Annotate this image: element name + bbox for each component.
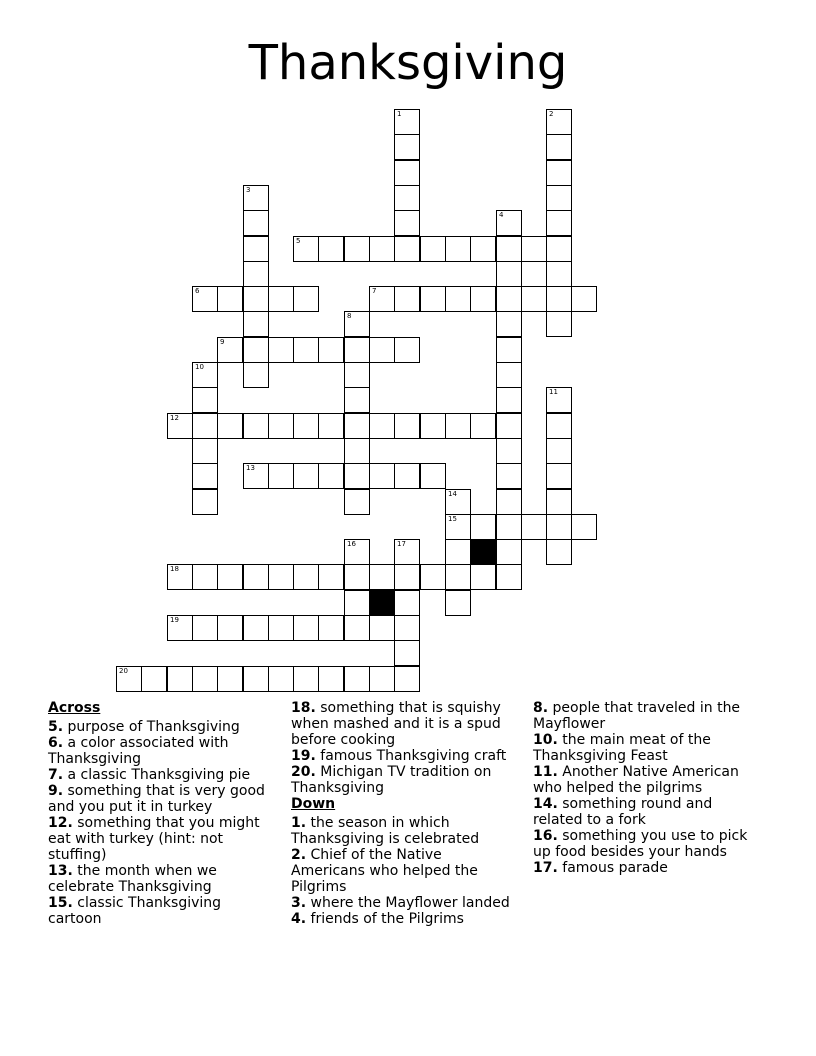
grid-cell[interactable]	[470, 564, 496, 590]
grid-cell[interactable]	[420, 286, 446, 312]
grid-cell[interactable]	[420, 463, 446, 489]
grid-cell[interactable]	[344, 489, 370, 515]
grid-cell[interactable]	[293, 413, 319, 439]
grid-cell[interactable]	[546, 261, 572, 287]
grid-cell[interactable]	[344, 311, 370, 337]
grid-cell[interactable]	[394, 640, 420, 666]
clue-across	[291, 748, 519, 764]
grid-cell[interactable]	[243, 564, 269, 590]
clue-column-2	[291, 700, 519, 927]
grid-cell[interactable]	[546, 160, 572, 186]
grid-cell[interactable]	[496, 514, 522, 540]
grid-cell[interactable]	[394, 463, 420, 489]
grid-cell[interactable]	[268, 413, 294, 439]
grid-cell[interactable]	[243, 185, 269, 211]
clue-number: 2	[549, 110, 554, 118]
grid-cell[interactable]	[394, 413, 420, 439]
grid-cell[interactable]	[268, 666, 294, 692]
grid-cell[interactable]	[217, 564, 243, 590]
grid-cell[interactable]	[420, 236, 446, 262]
clue-number: 10	[195, 363, 204, 371]
grid-cell[interactable]	[141, 666, 167, 692]
grid-cell[interactable]	[318, 236, 344, 262]
clue-number: 9.	[48, 783, 64, 799]
grid-cell[interactable]	[344, 337, 370, 363]
grid-cell[interactable]	[318, 413, 344, 439]
clue-number: 15	[448, 515, 457, 523]
grid-cell[interactable]	[394, 666, 420, 692]
grid-cell[interactable]	[496, 362, 522, 388]
clue-number: 16	[347, 540, 356, 548]
grid-cell[interactable]	[521, 236, 547, 262]
clue-number: 11	[549, 388, 558, 396]
clue-number: 8.	[533, 700, 549, 716]
grid-cell[interactable]	[445, 590, 471, 616]
clue-text: Chief of the Native Americans who helped the Pilgrims	[291, 847, 478, 895]
grid-cell[interactable]	[344, 438, 370, 464]
clue-text: people that traveled in the Mayflower	[533, 700, 741, 732]
grid-cell[interactable]	[571, 514, 597, 540]
clue-text: friends of the Pilgrims	[306, 911, 464, 927]
clue-number: 12.	[48, 815, 73, 831]
clue-text: Another Native American who helped the pilgrims	[533, 764, 739, 796]
grid-cell[interactable]	[496, 311, 522, 337]
clue-number: 5	[296, 237, 301, 245]
grid-cell[interactable]	[243, 615, 269, 641]
clue-number: 11.	[533, 764, 558, 780]
grid-cell[interactable]	[293, 286, 319, 312]
grid-cell[interactable]	[546, 210, 572, 236]
grid-cell[interactable]	[496, 261, 522, 287]
grid-cell[interactable]	[243, 236, 269, 262]
grid-cell[interactable]	[243, 210, 269, 236]
grid-cell[interactable]	[243, 261, 269, 287]
clue-text: purpose of Thanksgiving	[63, 719, 240, 735]
grid-cell[interactable]	[369, 413, 395, 439]
grid-cell[interactable]	[445, 539, 471, 565]
grid-cell[interactable]	[369, 236, 395, 262]
grid-cell[interactable]	[445, 286, 471, 312]
grid-cell[interactable]	[394, 109, 420, 135]
grid-cell[interactable]	[496, 489, 522, 515]
clue-number: 1.	[291, 815, 307, 831]
clue-down	[533, 732, 761, 764]
grid-cell[interactable]	[546, 413, 572, 439]
grid-cell[interactable]	[318, 463, 344, 489]
grid-cell[interactable]	[369, 463, 395, 489]
grid-cell[interactable]	[496, 286, 522, 312]
clue-number: 13.	[48, 863, 73, 879]
clue-number: 19.	[291, 748, 316, 764]
grid-cell[interactable]	[445, 413, 471, 439]
grid-cell[interactable]	[192, 438, 218, 464]
clue-down	[291, 847, 519, 895]
clue-number: 2.	[291, 847, 307, 863]
grid-cell[interactable]	[243, 463, 269, 489]
clue-down	[291, 895, 519, 911]
clue-across	[48, 767, 276, 783]
grid-cell[interactable]	[192, 463, 218, 489]
clue-text: the month when we celebrate Thanksgiving	[48, 863, 217, 895]
grid-cell[interactable]	[394, 615, 420, 641]
clue-number: 7.	[48, 767, 64, 783]
clue-across	[48, 815, 276, 863]
grid-cell[interactable]	[496, 210, 522, 236]
clue-text: something you use to pick up food besides your hands	[533, 828, 748, 860]
clue-text: famous parade	[557, 860, 668, 876]
grid-cell[interactable]	[192, 387, 218, 413]
grid-cell[interactable]	[192, 362, 218, 388]
grid-cell[interactable]	[369, 615, 395, 641]
clue-column-3	[533, 700, 761, 876]
clue-down	[533, 860, 761, 876]
grid-cell[interactable]	[192, 564, 218, 590]
clue-number: 15.	[48, 895, 73, 911]
grid-cell[interactable]	[420, 413, 446, 439]
grid-cell[interactable]	[496, 539, 522, 565]
clue-across	[48, 863, 276, 895]
grid-cell[interactable]	[268, 564, 294, 590]
grid-cell[interactable]	[369, 666, 395, 692]
grid-cell[interactable]	[268, 286, 294, 312]
clue-number: 17	[397, 540, 406, 548]
clue-number: 18	[170, 565, 179, 573]
grid-cell[interactable]	[192, 413, 218, 439]
grid-cell[interactable]	[546, 463, 572, 489]
clue-text: a classic Thanksgiving pie	[63, 767, 251, 783]
grid-cell[interactable]	[192, 489, 218, 515]
clue-number: 4	[499, 211, 504, 219]
clue-across	[291, 700, 519, 748]
grid-cell[interactable]	[546, 438, 572, 464]
grid-cell[interactable]	[394, 134, 420, 160]
clue-number: 14	[448, 490, 457, 498]
grid-cell[interactable]	[470, 286, 496, 312]
clue-text: something that you might eat with turkey (hint: not stuffing)	[48, 815, 260, 863]
grid-cell[interactable]	[116, 666, 142, 692]
clue-number: 18.	[291, 700, 316, 716]
grid-cell[interactable]	[496, 236, 522, 262]
grid-cell[interactable]	[268, 337, 294, 363]
grid-cell[interactable]	[243, 311, 269, 337]
grid-cell[interactable]	[445, 236, 471, 262]
grid-cell[interactable]	[470, 236, 496, 262]
clue-down	[533, 700, 761, 732]
grid-cell[interactable]	[318, 564, 344, 590]
grid-cell[interactable]	[394, 210, 420, 236]
grid-cell[interactable]	[394, 185, 420, 211]
grid-cell[interactable]	[293, 463, 319, 489]
grid-cell[interactable]	[217, 413, 243, 439]
clue-across	[291, 764, 519, 796]
grid-cell[interactable]	[521, 286, 547, 312]
clue-number: 20	[119, 667, 128, 675]
grid-cell[interactable]	[293, 615, 319, 641]
clue-number: 6	[195, 287, 200, 295]
grid-cell[interactable]	[192, 286, 218, 312]
clue-number: 14.	[533, 796, 558, 812]
clue-text: famous Thanksgiving craft	[315, 748, 507, 764]
clue-number: 9	[220, 338, 225, 346]
clue-number: 1	[397, 110, 402, 118]
grid-cell[interactable]	[243, 337, 269, 363]
grid-cell[interactable]	[546, 514, 572, 540]
grid-cell[interactable]	[344, 236, 370, 262]
grid-cell[interactable]	[546, 539, 572, 565]
clue-text: something that is squishy when mashed and it is a spud before cooking	[291, 700, 501, 748]
clue-number: 3.	[291, 895, 307, 911]
clue-down	[533, 828, 761, 860]
across-heading: Across	[48, 700, 101, 716]
grid-cell[interactable]	[217, 286, 243, 312]
clue-text: something that is very good and you put it in turkey	[48, 783, 265, 815]
clue-number: 13	[246, 464, 255, 472]
grid-cell[interactable]	[470, 413, 496, 439]
grid-cell[interactable]	[344, 590, 370, 616]
grid-cell[interactable]	[521, 514, 547, 540]
clue-number: 19	[170, 616, 179, 624]
grid-cell[interactable]	[167, 666, 193, 692]
grid-cell[interactable]	[293, 236, 319, 262]
grid-cell[interactable]	[243, 666, 269, 692]
grid-cell[interactable]	[546, 185, 572, 211]
clue-across	[48, 783, 276, 815]
grid-cell[interactable]	[496, 564, 522, 590]
grid-cell[interactable]	[344, 666, 370, 692]
clue-across	[48, 735, 276, 767]
grid-cell[interactable]	[318, 337, 344, 363]
grid-cell[interactable]	[293, 337, 319, 363]
clue-number: 5.	[48, 719, 64, 735]
grid-cell[interactable]	[394, 160, 420, 186]
clue-down	[533, 796, 761, 828]
clue-text: Michigan TV tradition on Thanksgiving	[291, 764, 492, 796]
grid-cell[interactable]	[546, 109, 572, 135]
grid-cell[interactable]	[344, 413, 370, 439]
grid-cell[interactable]	[243, 362, 269, 388]
grid-cell[interactable]	[394, 337, 420, 363]
grid-cell[interactable]	[344, 463, 370, 489]
clue-down	[291, 815, 519, 847]
grid-cell[interactable]	[318, 615, 344, 641]
clue-down	[533, 764, 761, 796]
down-heading: Down	[291, 796, 336, 812]
grid-cell[interactable]	[318, 666, 344, 692]
grid-cell[interactable]	[344, 387, 370, 413]
clue-number: 12	[170, 414, 179, 422]
black-cell	[369, 590, 395, 616]
grid-cell[interactable]	[470, 514, 496, 540]
clue-number: 6.	[48, 735, 64, 751]
grid-cell[interactable]	[344, 362, 370, 388]
grid-cell[interactable]	[268, 615, 294, 641]
grid-cell[interactable]	[445, 514, 471, 540]
grid-cell[interactable]	[394, 539, 420, 565]
clue-number: 20.	[291, 764, 316, 780]
grid-cell[interactable]	[496, 438, 522, 464]
grid-cell[interactable]	[293, 564, 319, 590]
grid-cell[interactable]	[344, 539, 370, 565]
clue-text: where the Mayflower landed	[306, 895, 510, 911]
grid-cell[interactable]	[344, 564, 370, 590]
grid-cell[interactable]	[546, 236, 572, 262]
clue-number: 4.	[291, 911, 307, 927]
clue-text: a color associated with Thanksgiving	[48, 735, 229, 767]
grid-cell[interactable]	[496, 387, 522, 413]
grid-cell[interactable]	[496, 337, 522, 363]
grid-cell[interactable]	[546, 387, 572, 413]
grid-cell[interactable]	[571, 286, 597, 312]
grid-cell[interactable]	[243, 413, 269, 439]
grid-cell[interactable]	[445, 489, 471, 515]
grid-cell[interactable]	[496, 463, 522, 489]
grid-cell[interactable]	[167, 615, 193, 641]
grid-cell[interactable]	[217, 666, 243, 692]
grid-cell[interactable]	[546, 489, 572, 515]
clue-text: the season in which Thanksgiving is celebrated	[291, 815, 480, 847]
grid-cell[interactable]	[546, 286, 572, 312]
grid-cell[interactable]	[546, 311, 572, 337]
clue-text: classic Thanksgiving cartoon	[48, 895, 222, 927]
grid-cell[interactable]	[394, 286, 420, 312]
grid-cell[interactable]	[369, 337, 395, 363]
grid-cell[interactable]	[192, 666, 218, 692]
grid-cell[interactable]	[243, 286, 269, 312]
grid-cell[interactable]	[167, 564, 193, 590]
grid-cell[interactable]	[394, 564, 420, 590]
clue-number: 16.	[533, 828, 558, 844]
clue-number: 10.	[533, 732, 558, 748]
clue-column-1	[48, 700, 276, 927]
clue-number: 8	[347, 312, 352, 320]
clue-across	[48, 895, 276, 927]
grid-cell[interactable]	[167, 413, 193, 439]
clue-number: 7	[372, 287, 377, 295]
grid-cell[interactable]	[394, 236, 420, 262]
grid-cell[interactable]	[293, 666, 319, 692]
grid-cell[interactable]	[369, 564, 395, 590]
clue-text: the main meat of the Thanksgiving Feast	[533, 732, 711, 764]
grid-cell[interactable]	[192, 615, 218, 641]
clue-down	[291, 911, 519, 927]
clue-number: 3	[246, 186, 251, 194]
grid-cell[interactable]	[546, 134, 572, 160]
clue-text: something round and related to a fork	[533, 796, 713, 828]
grid-cell[interactable]	[344, 615, 370, 641]
grid-cell[interactable]	[217, 615, 243, 641]
grid-cell[interactable]	[445, 564, 471, 590]
grid-cell[interactable]	[420, 564, 446, 590]
grid-cell[interactable]	[496, 413, 522, 439]
puzzle-title: Thanksgiving	[248, 35, 568, 91]
grid-cell[interactable]	[268, 463, 294, 489]
grid-cell[interactable]	[217, 337, 243, 363]
clue-number: 17.	[533, 860, 558, 876]
grid-cell[interactable]	[369, 286, 395, 312]
clue-across	[48, 719, 276, 735]
black-cell	[470, 539, 496, 565]
grid-cell[interactable]	[394, 590, 420, 616]
